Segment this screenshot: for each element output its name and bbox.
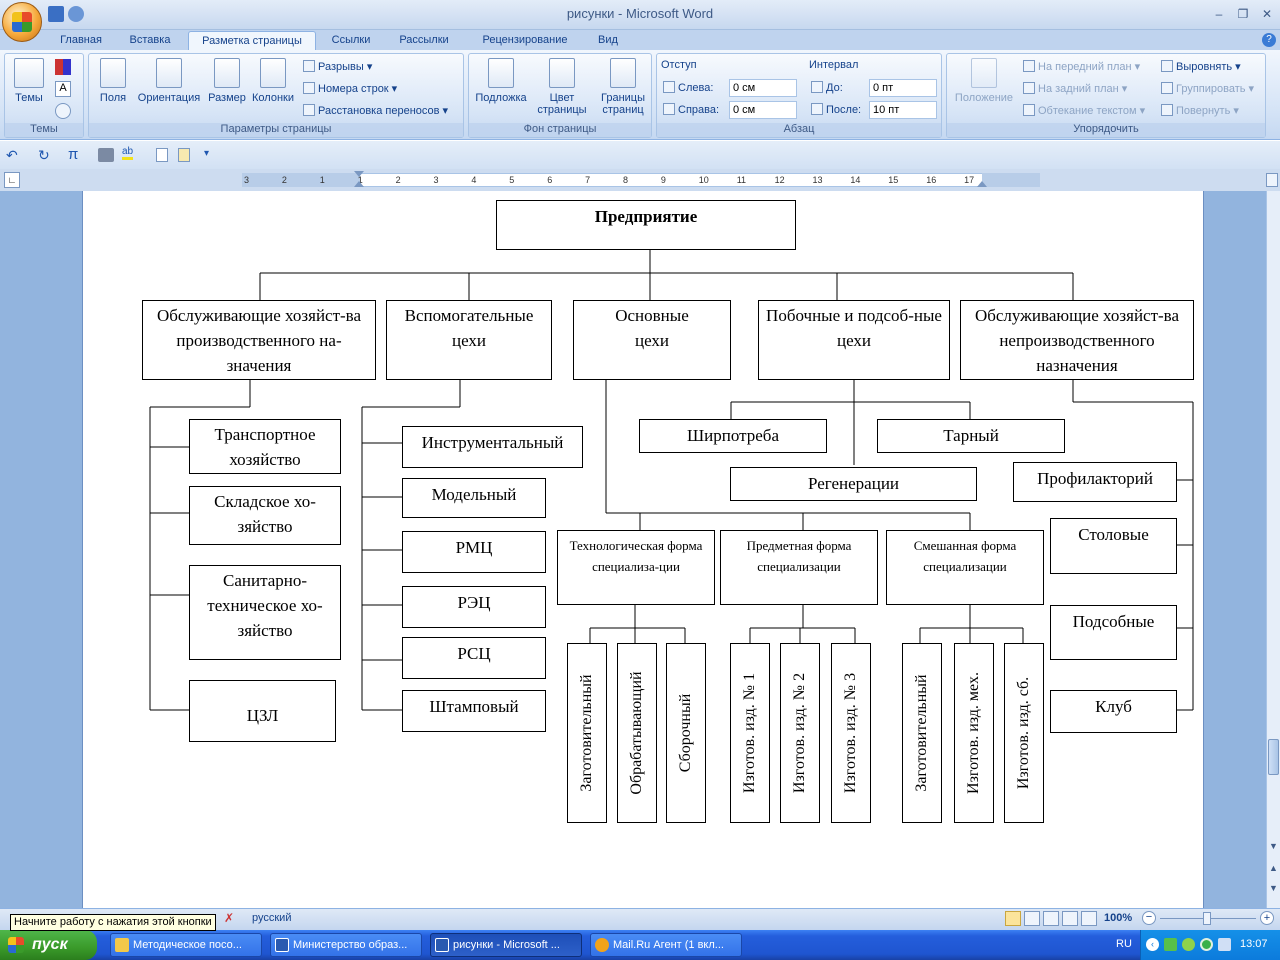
word-icon (275, 938, 289, 952)
tab-home[interactable]: Главная (60, 34, 102, 46)
start-button[interactable]: пуск (0, 930, 97, 960)
themes-group-label: Темы (5, 123, 83, 137)
ruler-tick-label: 1 (319, 175, 325, 185)
ruler-tick-label: 3 (244, 175, 250, 185)
ruler-tick-label: 12 (774, 175, 785, 185)
node-product-3: Изготов. изд. № 3 (831, 643, 871, 823)
mail-agent-icon (595, 938, 609, 952)
ruler-tick-label: 17 (964, 175, 975, 185)
page-setup-group-label: Параметры страницы (89, 123, 463, 137)
next-page-icon[interactable]: ▼ (1269, 883, 1278, 893)
taskbar-item-methodical[interactable]: Методическое посо... (110, 933, 262, 957)
prev-page-icon[interactable]: ▲ (1269, 863, 1278, 873)
redo-icon[interactable]: ↻ (38, 147, 50, 163)
taskbar-item-risunki[interactable]: рисунки - Microsoft ... (430, 933, 582, 957)
node-mixed-form: Смешанная форма специализации (886, 530, 1044, 605)
ruler-tick-label: 5 (509, 175, 515, 185)
proofing-icon[interactable]: ✗ (224, 911, 235, 925)
watermark-button[interactable]: Подложка (471, 58, 531, 104)
tab-review[interactable]: Рецензирование (482, 34, 568, 46)
zoom-in-icon[interactable]: + (1260, 911, 1274, 925)
node-tech-processing: Обрабатывающий (617, 643, 657, 823)
web-view-icon[interactable] (1043, 911, 1059, 926)
send-back-button[interactable]: На задний план ▾ (1023, 82, 1127, 95)
zoom-slider-thumb[interactable] (1203, 912, 1211, 925)
minimize-button[interactable]: – (1215, 7, 1223, 21)
node-mixed-procurement: Заготовительный (902, 643, 942, 823)
tray-expand-icon[interactable]: ‹ (1146, 938, 1159, 951)
tray-app-icon[interactable] (1164, 938, 1177, 951)
node-czl: ЦЗЛ (189, 680, 336, 742)
line-numbers-button[interactable]: Номера строк ▾ (303, 82, 397, 95)
rotate-button[interactable]: Повернуть ▾ (1161, 104, 1239, 117)
page-color-button[interactable]: Цвет страницы (531, 58, 593, 116)
taskbar-item-mailru[interactable]: Mail.Ru Агент (1 вкл... (590, 933, 742, 957)
node-canteens: Столовые (1050, 518, 1177, 574)
ruler-tick-label: 1 (357, 175, 363, 185)
node-production-service: Обслуживающие хозяйст-ва производственного на-значения (142, 300, 376, 380)
indent-left-field[interactable]: 0 см (729, 79, 797, 97)
position-button[interactable]: Положение (949, 58, 1019, 104)
node-sanitary: Санитарно-техническое хо-зяйство (189, 565, 341, 660)
hyphenation-button[interactable]: Расстановка переносов ▾ (303, 104, 448, 117)
ruler-tick-label: 13 (812, 175, 823, 185)
paragraph-group-label: Абзац (657, 123, 941, 137)
node-transport: Транспортное хозяйство (189, 419, 341, 474)
wrap-text-button[interactable]: Обтекание текстом ▾ (1023, 104, 1145, 117)
node-rmc: РМЦ (402, 531, 546, 573)
node-subsidiary: Подсобные (1050, 605, 1177, 660)
tray-status-icon[interactable] (1182, 938, 1195, 951)
spacing-label: Интервал (809, 59, 859, 71)
tab-references[interactable]: Ссылки (331, 34, 371, 46)
office-button[interactable] (2, 2, 42, 42)
tab-view[interactable]: Вид (598, 34, 618, 46)
align-button[interactable]: Выровнять ▾ (1161, 60, 1241, 73)
network-icon[interactable] (1218, 938, 1231, 951)
zoom-out-icon[interactable]: − (1142, 911, 1156, 925)
spacing-before-field[interactable]: 0 пт (869, 79, 937, 97)
ruler-tick-label: 6 (547, 175, 553, 185)
tab-mailings[interactable]: Рассылки (399, 34, 449, 46)
node-rec: РЭЦ (402, 586, 546, 628)
scroll-down-icon[interactable]: ▼ (1269, 841, 1278, 851)
print-layout-view-icon[interactable] (1005, 911, 1021, 926)
office-logo-icon (12, 12, 32, 32)
node-auxiliary-shops: Вспомогательные цехи (386, 300, 552, 380)
equation-icon[interactable]: π (68, 146, 79, 163)
tab-insert[interactable]: Вставка (129, 34, 171, 46)
orientation-button[interactable]: Ориентация (135, 58, 203, 104)
ruler-tick-label: 15 (888, 175, 899, 185)
undo-icon[interactable]: ↶ (6, 147, 18, 163)
close-button[interactable]: ✕ (1261, 7, 1273, 21)
node-warehouse: Складское хо-зяйство (189, 486, 341, 545)
node-tech-procurement: Заготовительный (567, 643, 607, 823)
node-tech-form: Технологическая форма специализа-ции (557, 530, 715, 605)
page-background-group-label: Фон страницы (469, 123, 651, 137)
bring-front-button[interactable]: На передний план ▾ (1023, 60, 1140, 73)
node-mixed-machining: Изготов. изд. мех. (954, 643, 994, 823)
theme-fonts-icon[interactable]: A (55, 81, 71, 97)
node-product-2: Изготов. изд. № 2 (780, 643, 820, 823)
tray-agent-icon[interactable] (1200, 938, 1213, 951)
node-enterprise: Предприятие (496, 200, 796, 250)
indent-right-label: Справа: (663, 103, 719, 116)
node-main-shops: Основные цехи (573, 300, 731, 380)
zoom-level[interactable]: 100% (1104, 912, 1133, 924)
node-dispensary: Профилакторий (1013, 462, 1177, 502)
node-nonproduction-service: Обслуживающие хозяйст-ва непроизводственного назначения (960, 300, 1194, 380)
node-model: Модельный (402, 478, 546, 518)
tab-selector[interactable]: ∟ (4, 172, 20, 188)
spacing-before-label: До: (811, 81, 843, 94)
ruler-tick-label: 14 (850, 175, 861, 185)
maximize-button[interactable]: ❐ (1237, 7, 1249, 21)
arrange-group-label: Упорядочить (947, 123, 1265, 137)
ruler-tick-label: 8 (623, 175, 629, 185)
indent-right-field[interactable]: 0 см (729, 101, 797, 119)
node-container: Тарный (877, 419, 1065, 453)
node-subject-form: Предметная форма специализации (720, 530, 878, 605)
ruler-tick-label: 4 (471, 175, 477, 185)
ruler-tick-label: 2 (281, 175, 287, 185)
node-consumer-goods: Ширпотреба (639, 419, 827, 453)
folder-icon (115, 938, 129, 952)
draft-view-icon[interactable] (1081, 911, 1097, 926)
taskbar-item-ministry[interactable]: Министерство образ... (270, 933, 422, 957)
indent-label: Отступ (661, 59, 697, 71)
node-stamping: Штамповый (402, 690, 546, 732)
language-status[interactable]: русский (252, 912, 292, 924)
ruler-tick-label: 10 (698, 175, 709, 185)
windows-logo-icon (8, 937, 24, 953)
size-button[interactable]: Размер (205, 58, 249, 104)
start-tooltip: Начните работу с нажатия этой кнопки (10, 914, 216, 931)
ruler-tick-label: 9 (660, 175, 666, 185)
breaks-button[interactable]: Разрывы ▾ (303, 60, 372, 73)
node-regeneration: Регенерации (730, 467, 977, 501)
node-mixed-assembly: Изготов. изд. сб. (1004, 643, 1044, 823)
node-club: Клуб (1050, 690, 1177, 733)
spacing-after-label: После: (811, 103, 861, 116)
node-rsc: РСЦ (402, 637, 546, 679)
node-tech-assembly: Сборочный (666, 643, 706, 823)
ruler-tick-label: 16 (926, 175, 937, 185)
indent-left-label: Слева: (663, 81, 713, 94)
node-tool: Инструментальный (402, 426, 583, 468)
ruler-tick-label: 7 (585, 175, 591, 185)
help-icon[interactable]: ? (1262, 33, 1276, 47)
columns-button[interactable]: Колонки (249, 58, 297, 104)
highlight-icon[interactable]: ab (122, 146, 133, 160)
node-side-shops: Побочные и подсоб-ные цехи (758, 300, 950, 380)
themes-button[interactable]: Темы (9, 58, 49, 104)
ruler-tick-label: 2 (395, 175, 401, 185)
tab-page-layout[interactable]: Разметка страницы (188, 31, 316, 50)
node-product-1: Изготов. изд. № 1 (730, 643, 770, 823)
customize-toolbar-icon[interactable]: ▾ (204, 148, 210, 159)
clock: 13:07 (1240, 938, 1268, 950)
ruler-tick-label: 11 (736, 175, 747, 185)
language-indicator[interactable]: RU (1116, 938, 1132, 950)
spacing-after-field[interactable]: 10 пт (869, 101, 937, 119)
full-screen-view-icon[interactable] (1024, 911, 1040, 926)
word-icon (435, 938, 449, 952)
outline-view-icon[interactable] (1062, 911, 1078, 926)
margins-button[interactable]: Поля (93, 58, 133, 104)
page-borders-button[interactable]: Границы страниц (595, 58, 651, 116)
group-button[interactable]: Группировать ▾ (1161, 82, 1254, 95)
ruler-tick-label: 3 (433, 175, 439, 185)
window-title: рисунки - Microsoft Word (566, 6, 714, 21)
